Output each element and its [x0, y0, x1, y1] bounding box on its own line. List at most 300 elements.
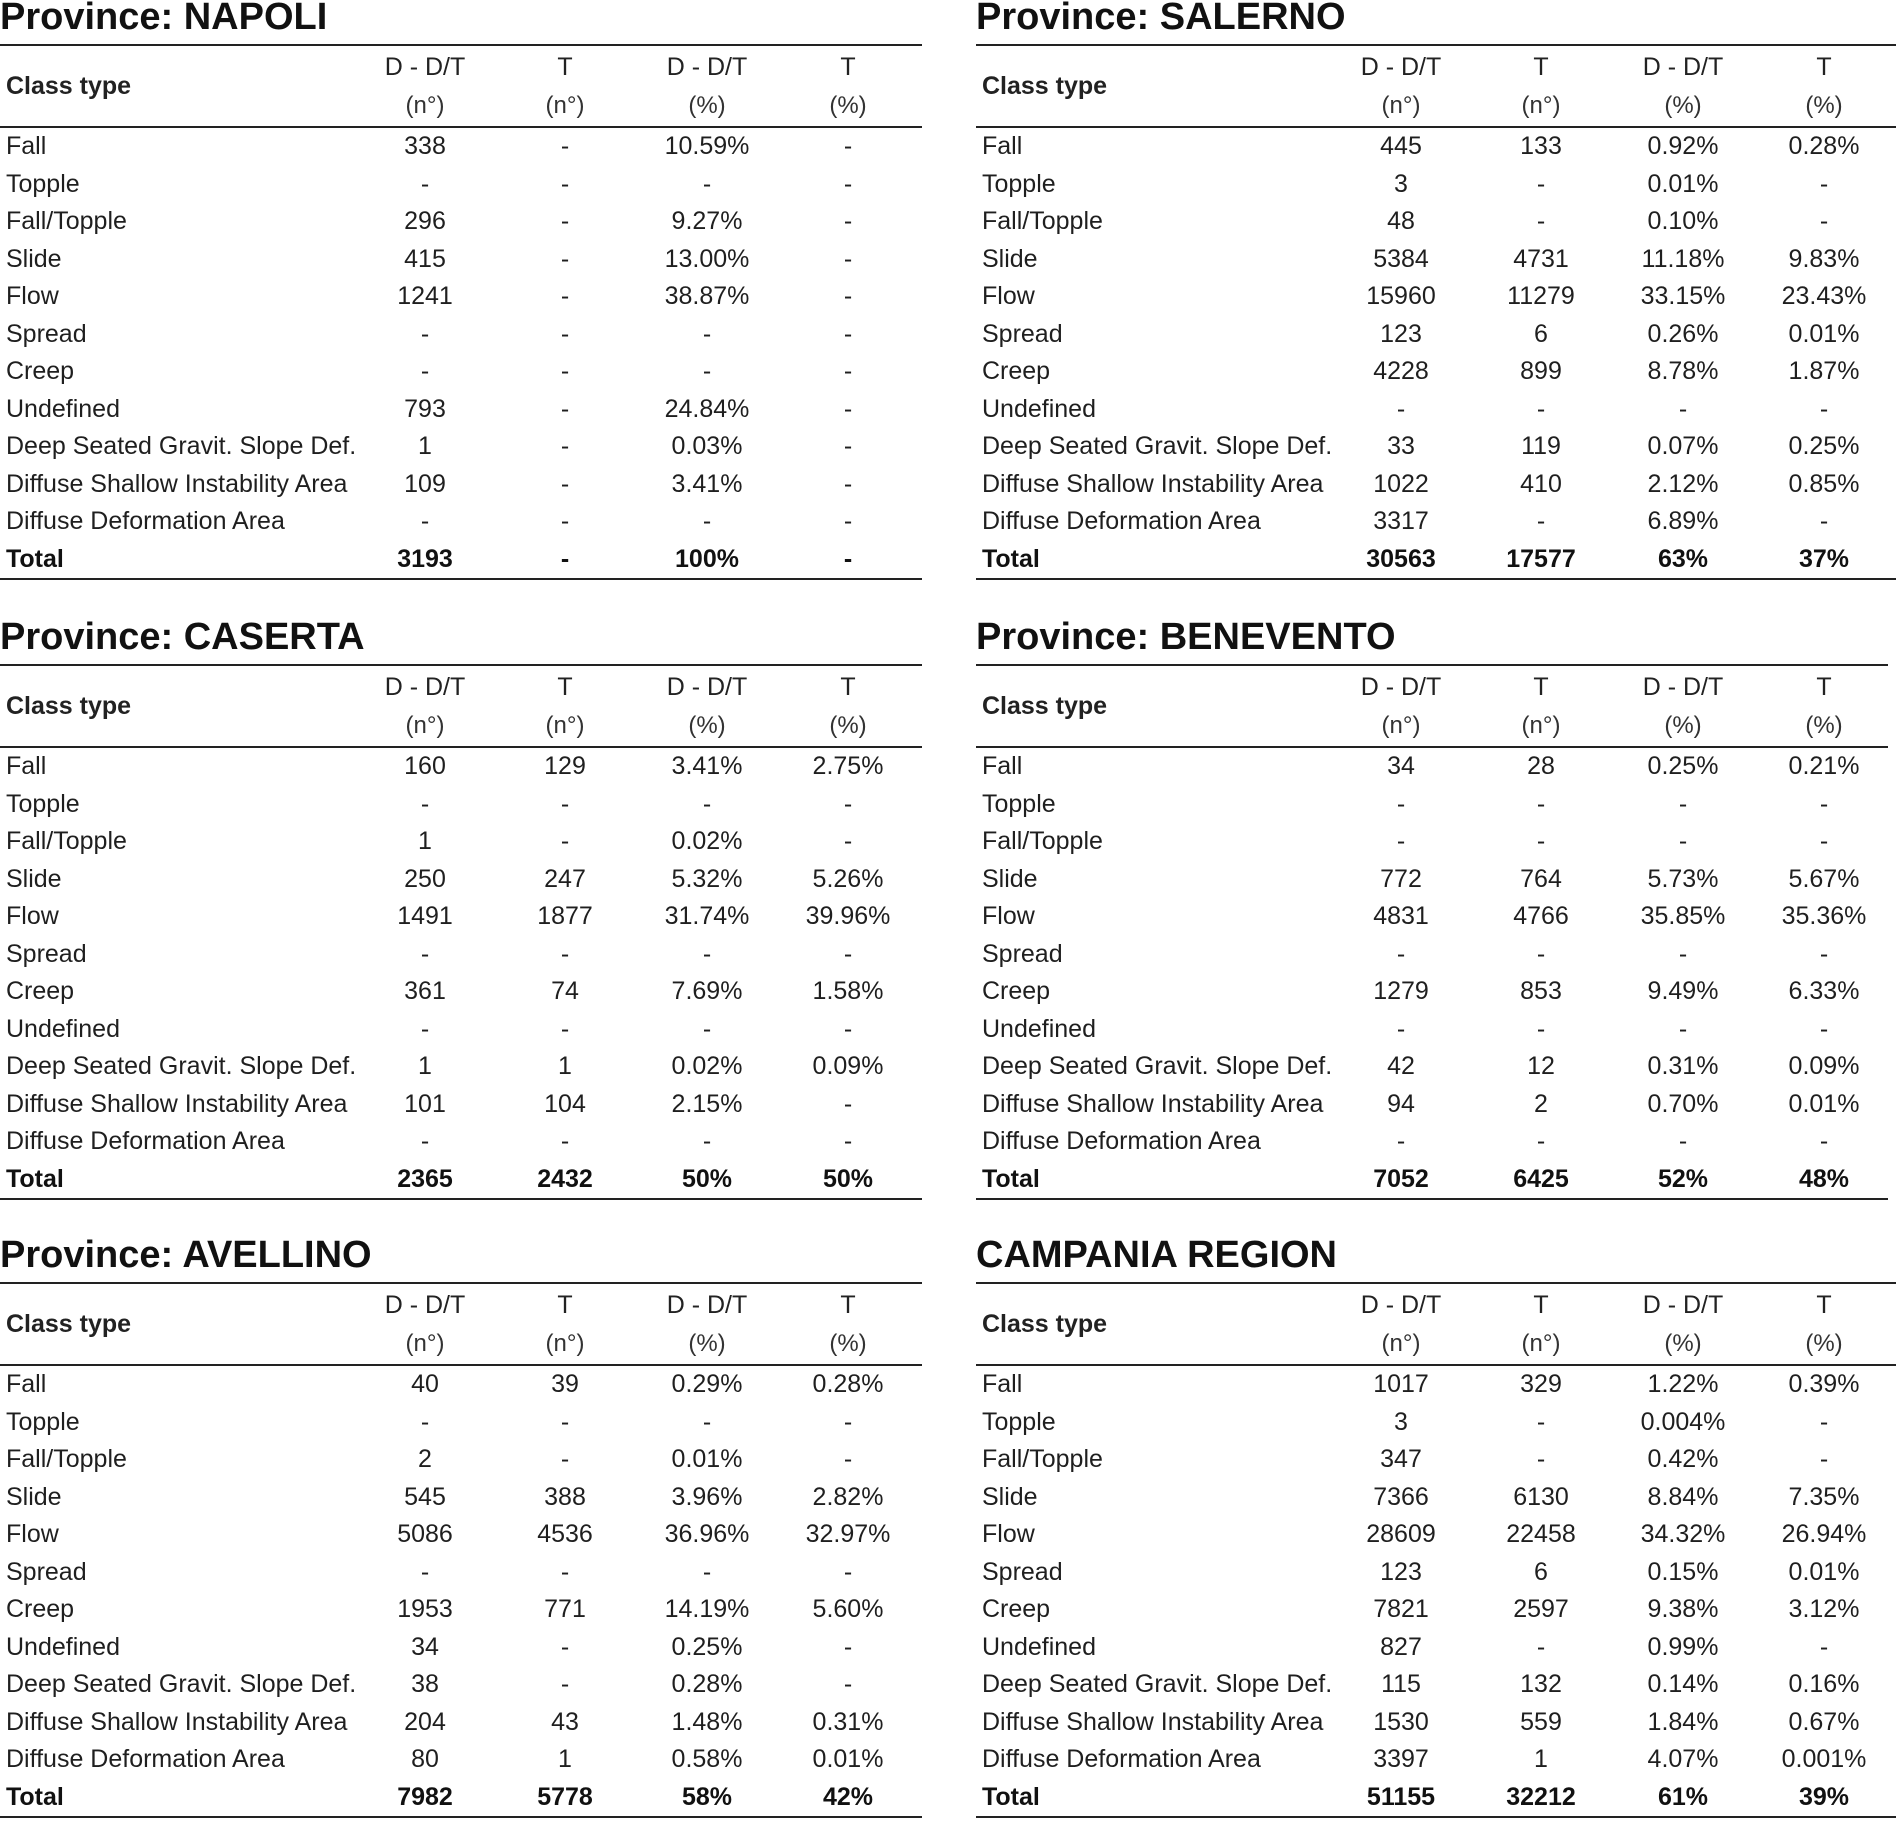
table-cell: 94	[1387, 1089, 1415, 1118]
table-cell: 250	[404, 864, 446, 893]
table-cell: -	[560, 939, 570, 968]
table-cell: 3.12%	[1788, 1595, 1860, 1623]
table-cell: 2.75%	[812, 752, 884, 780]
table-row	[0, 1086, 922, 1124]
table-cell: 6	[1534, 1557, 1548, 1586]
column-header-label: D - D/T	[1360, 53, 1442, 81]
table-row	[976, 748, 1888, 786]
table-cell: 2597	[1513, 1595, 1569, 1623]
column-header-label: D - D/T	[1360, 1291, 1442, 1319]
table-cell: -	[1819, 1127, 1829, 1155]
table-cell: 3.41%	[671, 752, 743, 780]
table-cell: 1.48%	[671, 1707, 743, 1736]
class-type-header: Class type	[982, 692, 1108, 720]
table-cell: 58%	[681, 1782, 733, 1811]
table-row	[976, 898, 1888, 936]
table-cell: -	[843, 544, 853, 573]
table-cell: 4766	[1513, 902, 1569, 930]
table-cell: 1.87%	[1788, 357, 1860, 385]
table-row	[0, 1048, 922, 1086]
table-cell: 5.60%	[812, 1595, 884, 1623]
column-header	[1471, 666, 1611, 746]
panel-title: CAMPANIA REGION	[976, 1234, 1337, 1276]
column-header-label: D - D/T	[666, 53, 748, 81]
table-cell: 1.22%	[1647, 1370, 1719, 1398]
row-label: Fall/Topple	[6, 207, 127, 235]
row-label: Diffuse Deformation Area	[6, 1127, 285, 1155]
table-cell: -	[843, 1407, 853, 1436]
row-label: Diffuse Shallow Instability Area	[6, 1089, 348, 1118]
row-label: Spread	[982, 1557, 1063, 1586]
table-cell: 410	[1520, 469, 1562, 498]
table-cell: 2.15%	[671, 1089, 743, 1118]
table-cell: 50%	[681, 1164, 733, 1193]
table-row	[0, 1666, 922, 1704]
table-cell: 40	[411, 1370, 439, 1398]
table-row	[976, 1441, 1896, 1479]
table-cell: 51155	[1366, 1782, 1436, 1811]
table-cell: 33	[1387, 432, 1415, 460]
table-row	[0, 503, 922, 541]
table-cell: 74	[551, 977, 579, 1005]
table-cell: 388	[544, 1482, 586, 1511]
column-header-unit: (n°)	[1521, 712, 1561, 739]
table-row	[976, 1666, 1896, 1704]
table-cell: 14.19%	[664, 1595, 750, 1623]
row-label: Fall/Topple	[982, 827, 1103, 855]
column-header-unit: (%)	[1805, 1330, 1843, 1357]
total-row	[976, 541, 1896, 579]
row-label: Diffuse Deformation Area	[982, 1127, 1261, 1155]
row-label: Flow	[982, 902, 1035, 930]
row-label: Topple	[982, 1407, 1056, 1436]
table-cell: 0.28%	[671, 1670, 743, 1698]
column-header-label: D - D/T	[1642, 1291, 1724, 1319]
table-row	[976, 1479, 1896, 1517]
column-header-unit: (n°)	[405, 92, 445, 119]
table-row	[0, 973, 922, 1011]
table-cell: 1	[418, 827, 432, 855]
table-row	[976, 1366, 1896, 1404]
table-cell: -	[1396, 1127, 1406, 1155]
table-cell: -	[843, 1127, 853, 1155]
table-cell: 4.07%	[1647, 1745, 1719, 1773]
table-row	[0, 748, 922, 786]
table-cell: 28609	[1366, 1520, 1436, 1548]
row-label: Topple	[982, 789, 1056, 818]
panel-title: Province: CASERTA	[0, 616, 365, 658]
table-cell: -	[560, 544, 570, 573]
row-label: Creep	[6, 1595, 75, 1623]
row-label: Flow	[6, 282, 59, 310]
column-header-unit: (%)	[1664, 1330, 1702, 1357]
column-header-label: T	[840, 1291, 856, 1319]
table-row	[976, 1516, 1896, 1554]
column-header-label: D - D/T	[666, 1291, 748, 1319]
table-cell: 39.96%	[805, 902, 891, 930]
table-cell: -	[702, 507, 712, 535]
table-cell: 0.92%	[1647, 132, 1719, 160]
column-header-label: D - D/T	[1642, 673, 1724, 701]
table-cell: 4731	[1513, 244, 1569, 273]
table-cell: 5086	[397, 1520, 453, 1548]
table-row	[0, 203, 922, 241]
table-cell: 11279	[1507, 282, 1575, 310]
table-cell: -	[560, 244, 570, 273]
table-cell: 129	[544, 752, 586, 780]
row-label: Fall/Topple	[6, 1445, 127, 1473]
row-label: Diffuse Shallow Instability Area	[6, 1707, 348, 1736]
row-label: Diffuse Deformation Area	[6, 507, 285, 535]
column-header-label: T	[1816, 1291, 1832, 1319]
table-cell: -	[1536, 394, 1546, 423]
column-header	[1613, 46, 1753, 126]
table-cell: 0.02%	[671, 1052, 743, 1080]
table-cell: -	[1819, 394, 1829, 423]
row-label: Total	[982, 1782, 1040, 1811]
data-table	[0, 664, 922, 1200]
column-header-label: T	[557, 53, 573, 81]
table-cell: 0.09%	[1788, 1052, 1860, 1080]
table-cell: -	[1819, 1445, 1829, 1473]
table-cell: -	[843, 469, 853, 498]
table-cell: 5.32%	[671, 864, 743, 893]
table-row	[976, 1086, 1888, 1124]
table-row	[0, 466, 922, 504]
table-cell: -	[1678, 1014, 1688, 1043]
row-label: Creep	[6, 357, 75, 385]
row-label: Undefined	[6, 394, 120, 423]
table-cell: 9.38%	[1647, 1595, 1719, 1623]
table-cell: 15960	[1366, 282, 1436, 310]
row-label: Fall	[6, 132, 47, 160]
row-label: Flow	[982, 1520, 1035, 1548]
table-cell: 5384	[1373, 244, 1429, 273]
table-cell: -	[420, 169, 430, 198]
column-header-unit: (%)	[829, 1330, 867, 1357]
row-label: Diffuse Shallow Instability Area	[982, 1707, 1324, 1736]
row-label: Diffuse Shallow Instability Area	[982, 469, 1324, 498]
table-row	[0, 1554, 922, 1592]
table-cell: 559	[1520, 1707, 1562, 1736]
column-header-unit: (n°)	[545, 1330, 585, 1357]
row-label: Undefined	[982, 394, 1096, 423]
table-cell: 12	[1527, 1052, 1555, 1080]
table-cell: 0.01%	[812, 1745, 884, 1773]
panel-title: Province: SALERNO	[976, 0, 1346, 38]
table-cell: -	[420, 1557, 430, 1586]
table-cell: 39%	[1798, 1782, 1850, 1811]
column-header-unit: (%)	[688, 1330, 726, 1357]
table-cell: 0.14%	[1647, 1670, 1719, 1698]
table-cell: 0.01%	[1788, 319, 1860, 348]
table-cell: 33.15%	[1640, 282, 1726, 310]
column-header-label: D - D/T	[1642, 53, 1724, 81]
column-header	[355, 666, 495, 746]
table-cell: -	[1819, 1014, 1829, 1043]
table-cell: 0.25%	[1788, 432, 1860, 460]
column-header-label: T	[1816, 673, 1832, 701]
class-type-header: Class type	[6, 1310, 132, 1338]
column-header-label: T	[1533, 53, 1549, 81]
table-cell: 6.89%	[1647, 507, 1719, 535]
table-cell: 11.18%	[1641, 244, 1725, 273]
column-header-label: T	[1533, 673, 1549, 701]
table-cell: -	[560, 1407, 570, 1436]
table-cell: -	[843, 827, 853, 855]
table-cell: -	[843, 432, 853, 460]
table-row	[0, 353, 922, 391]
row-label: Deep Seated Gravit. Slope Def.	[6, 1670, 357, 1698]
column-header	[637, 666, 777, 746]
row-label: Spread	[6, 939, 87, 968]
table-cell: 7366	[1373, 1482, 1429, 1511]
table-cell: -	[1678, 394, 1688, 423]
table-cell: -	[560, 169, 570, 198]
column-header-unit: (n°)	[405, 1330, 445, 1357]
table-cell: -	[843, 1670, 853, 1698]
table-cell: 1.84%	[1647, 1707, 1719, 1736]
table-cell: 63%	[1657, 544, 1709, 573]
table-cell: -	[560, 1632, 570, 1661]
row-label: Diffuse Shallow Instability Area	[6, 469, 348, 498]
table-header	[976, 666, 1888, 748]
row-label: Fall	[982, 1370, 1023, 1398]
table-cell: -	[702, 1127, 712, 1155]
table-cell: -	[1678, 827, 1688, 855]
table-cell: 8.78%	[1647, 357, 1719, 385]
table-cell: 35.85%	[1640, 902, 1726, 930]
table-row	[0, 1011, 922, 1049]
table-cell: -	[420, 357, 430, 385]
column-header-unit: (%)	[688, 92, 726, 119]
table-cell: -	[1819, 789, 1829, 818]
table-cell: 9.27%	[671, 207, 743, 235]
table-cell: 48	[1387, 207, 1415, 235]
table-cell: -	[560, 1014, 570, 1043]
table-cell: 1	[558, 1052, 572, 1080]
table-cell: 1877	[537, 902, 593, 930]
table-cell: 0.42%	[1647, 1445, 1719, 1473]
row-label: Fall	[6, 1370, 47, 1398]
column-header-label: D - D/T	[384, 673, 466, 701]
table-cell: 0.09%	[812, 1052, 884, 1080]
table-header	[976, 1284, 1896, 1366]
row-label: Flow	[982, 282, 1035, 310]
column-header	[778, 1284, 918, 1364]
table-cell: 34	[1387, 752, 1415, 780]
column-header-unit: (n°)	[545, 92, 585, 119]
table-cell: -	[702, 357, 712, 385]
table-cell: -	[1536, 207, 1546, 235]
table-cell: 32212	[1506, 1782, 1576, 1811]
table-panel-campania	[976, 1234, 1896, 1818]
table-cell: -	[420, 939, 430, 968]
table-cell: 32.97%	[805, 1520, 891, 1548]
table-cell: -	[560, 394, 570, 423]
table-cell: -	[560, 1445, 570, 1473]
table-cell: 4831	[1373, 902, 1429, 930]
table-cell: 1	[418, 1052, 432, 1080]
table-cell: -	[1678, 939, 1688, 968]
row-label: Undefined	[6, 1632, 120, 1661]
table-cell: 30563	[1366, 544, 1436, 573]
column-header	[1331, 666, 1471, 746]
table-cell: 24.84%	[664, 394, 750, 423]
table-cell: 3397	[1373, 1745, 1429, 1773]
table-cell: 1953	[397, 1595, 453, 1623]
table-cell: -	[843, 789, 853, 818]
column-header-unit: (n°)	[1381, 92, 1421, 119]
data-table	[0, 1282, 922, 1818]
table-cell: 0.85%	[1788, 469, 1860, 498]
class-type-header: Class type	[982, 72, 1108, 100]
table-panel-napoli	[0, 0, 922, 580]
total-row	[976, 1779, 1896, 1817]
row-label: Flow	[6, 902, 59, 930]
table-row	[976, 428, 1896, 466]
table-cell: 123	[1380, 319, 1422, 348]
table-cell: 0.07%	[1647, 432, 1719, 460]
column-header-label: D - D/T	[384, 1291, 466, 1319]
table-cell: 7821	[1373, 1595, 1429, 1623]
table-cell: 0.16%	[1788, 1670, 1860, 1698]
table-cell: -	[560, 1670, 570, 1698]
class-type-header: Class type	[6, 692, 132, 720]
table-cell: 13.00%	[664, 244, 750, 273]
data-table	[976, 664, 1888, 1200]
table-row	[0, 1516, 922, 1554]
class-type-header: Class type	[6, 72, 132, 100]
table-cell: -	[1536, 827, 1546, 855]
column-header	[1754, 1284, 1894, 1364]
column-header	[1613, 666, 1753, 746]
column-header-unit: (n°)	[405, 712, 445, 739]
table-cell: -	[1536, 1445, 1546, 1473]
row-label: Creep	[982, 1595, 1051, 1623]
table-cell: -	[1396, 789, 1406, 818]
row-label: Total	[982, 1164, 1040, 1193]
table-cell: 6130	[1513, 1482, 1569, 1511]
table-cell: -	[702, 939, 712, 968]
table-row	[0, 1404, 922, 1442]
panel-title: Province: AVELLINO	[0, 1234, 372, 1276]
table-row	[976, 1591, 1896, 1629]
table-cell: -	[843, 282, 853, 310]
row-label: Slide	[6, 244, 62, 273]
table-cell: 0.29%	[671, 1370, 743, 1398]
row-label: Deep Seated Gravit. Slope Def.	[982, 1670, 1333, 1698]
row-label: Slide	[6, 864, 62, 893]
table-cell: 853	[1520, 977, 1562, 1005]
table-cell: 2365	[397, 1164, 453, 1193]
table-header	[0, 666, 922, 748]
table-cell: 545	[404, 1482, 446, 1511]
table-cell: -	[843, 939, 853, 968]
table-cell: -	[1396, 939, 1406, 968]
table-cell: -	[560, 357, 570, 385]
data-table	[976, 1282, 1896, 1818]
table-cell: 17577	[1506, 544, 1576, 573]
table-cell: 6425	[1513, 1164, 1569, 1193]
table-cell: 0.31%	[812, 1707, 884, 1736]
table-cell: 9.49%	[1647, 977, 1719, 1005]
row-label: Creep	[6, 977, 75, 1005]
table-cell: 31.74%	[664, 902, 750, 930]
table-cell: -	[843, 169, 853, 198]
table-row	[0, 1629, 922, 1667]
row-label: Slide	[982, 864, 1038, 893]
table-cell: 119	[1521, 432, 1561, 460]
table-cell: 10.59%	[664, 132, 750, 160]
row-label: Topple	[6, 789, 80, 818]
table-cell: 1.58%	[812, 977, 884, 1005]
table-cell: 104	[544, 1089, 586, 1118]
table-row	[0, 128, 922, 166]
column-header	[495, 666, 635, 746]
table-cell: 1	[418, 432, 432, 460]
table-cell: -	[560, 319, 570, 348]
table-cell: 48%	[1798, 1164, 1850, 1193]
table-cell: 28	[1527, 752, 1555, 780]
row-label: Spread	[6, 1557, 87, 1586]
table-row	[976, 1123, 1888, 1161]
table-cell: -	[702, 1014, 712, 1043]
table-panel-avellino	[0, 1234, 922, 1818]
table-row	[0, 278, 922, 316]
table-cell: -	[560, 132, 570, 160]
table-cell: 160	[404, 752, 446, 780]
class-type-header: Class type	[982, 1310, 1108, 1338]
total-row	[0, 1779, 922, 1817]
table-cell: 0.70%	[1647, 1089, 1719, 1118]
column-header-label: T	[840, 53, 856, 81]
table-row	[0, 898, 922, 936]
table-cell: 338	[404, 132, 446, 160]
row-label: Diffuse Deformation Area	[982, 1745, 1261, 1773]
table-cell: 23.43%	[1781, 282, 1867, 310]
table-cell: -	[420, 319, 430, 348]
table-cell: -	[1536, 169, 1546, 198]
table-cell: -	[560, 507, 570, 535]
table-row	[976, 823, 1888, 861]
table-cell: 0.01%	[1788, 1557, 1860, 1586]
table-cell: 764	[1520, 864, 1562, 893]
table-cell: 22458	[1506, 1520, 1576, 1548]
table-cell: 0.58%	[671, 1745, 743, 1773]
table-cell: 0.28%	[1788, 132, 1860, 160]
table-cell: -	[560, 432, 570, 460]
table-cell: 0.001%	[1781, 1745, 1867, 1773]
column-header	[637, 46, 777, 126]
table-cell: 0.004%	[1640, 1407, 1726, 1436]
column-header-unit: (n°)	[1381, 712, 1421, 739]
table-cell: -	[702, 1407, 712, 1436]
table-cell: 1	[558, 1745, 572, 1773]
column-header	[495, 46, 635, 126]
table-cell: 296	[404, 207, 446, 235]
row-label: Diffuse Shallow Instability Area	[982, 1089, 1324, 1118]
table-cell: 100%	[675, 544, 739, 573]
table-cell: -	[1819, 207, 1829, 235]
column-header-unit: (n°)	[1521, 92, 1561, 119]
table-cell: 26.94%	[1781, 1520, 1867, 1548]
table-cell: -	[1819, 507, 1829, 535]
table-cell: 7.35%	[1788, 1482, 1860, 1511]
row-label: Undefined	[6, 1014, 120, 1043]
table-cell: 415	[404, 244, 446, 273]
column-header-label: D - D/T	[666, 673, 748, 701]
